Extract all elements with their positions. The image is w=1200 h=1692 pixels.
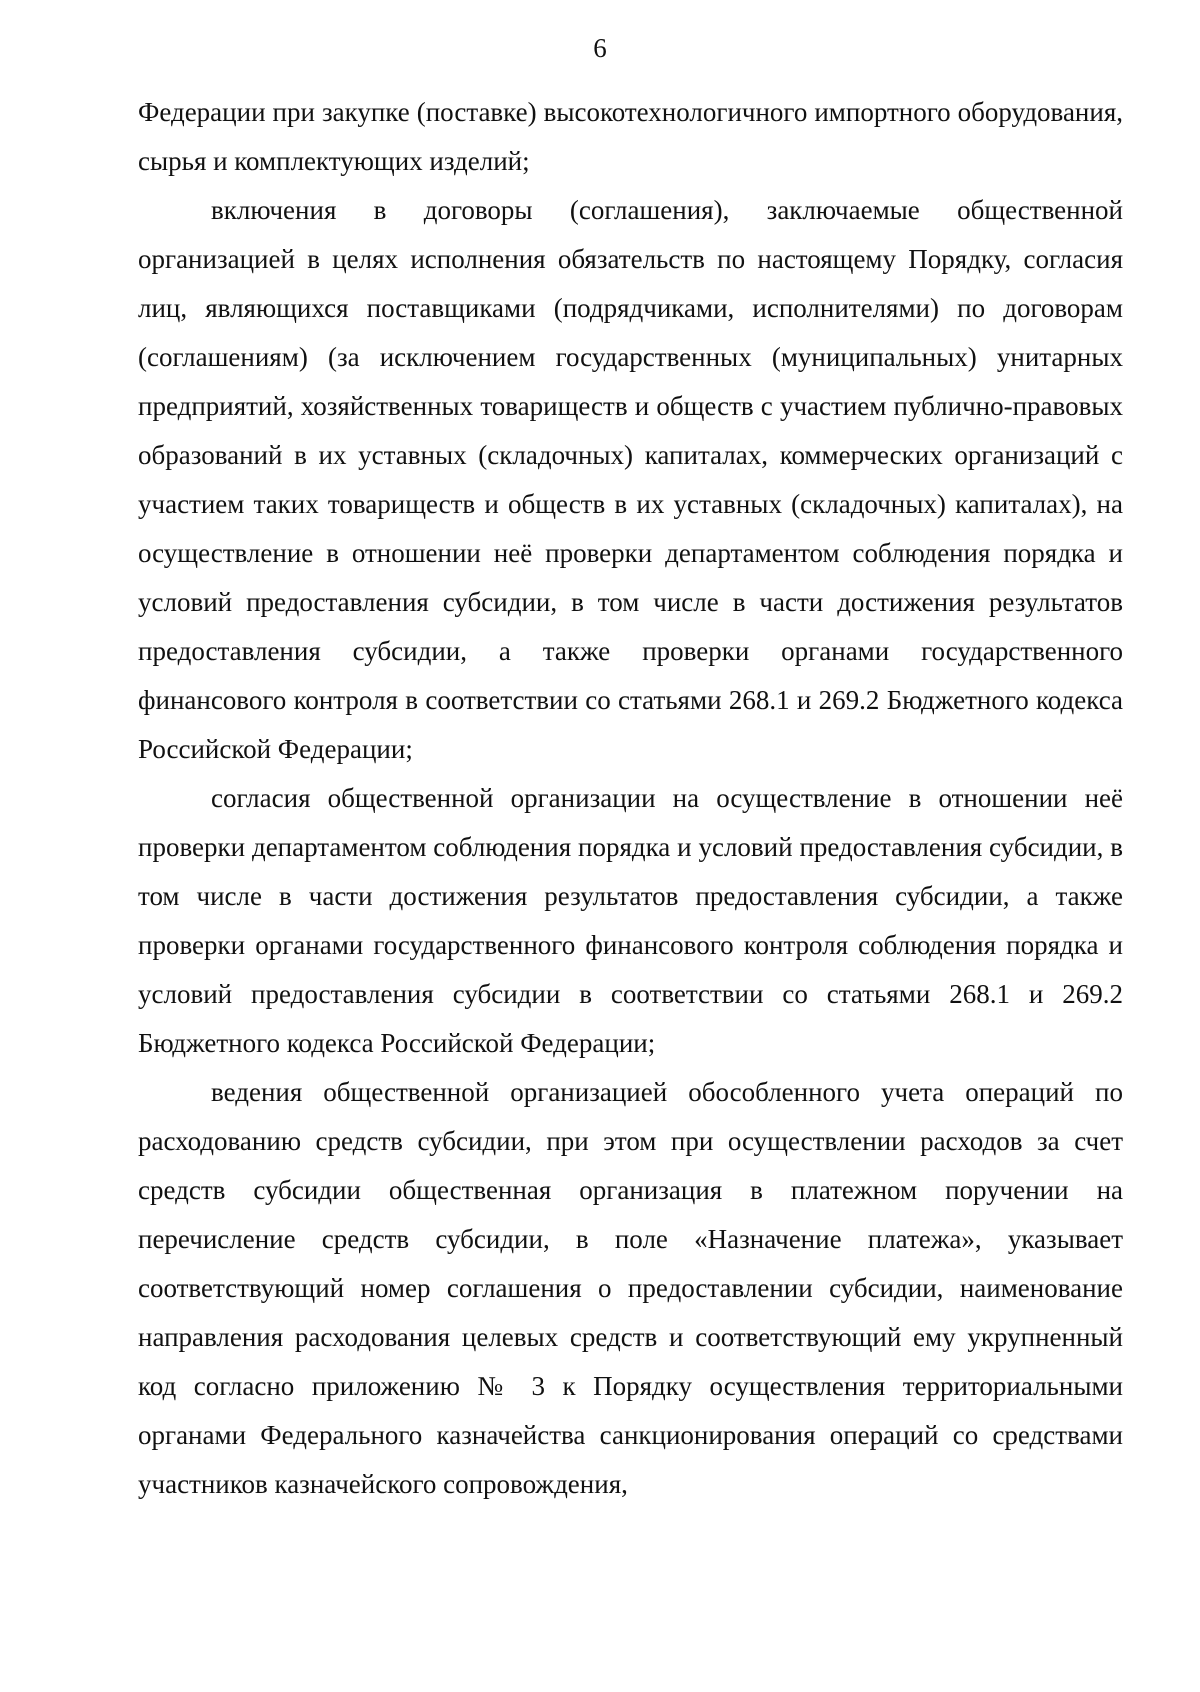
paragraph-separate-accounting: ведения общественной организацией обособленного учета операций по расходованию средств субсидии, при этом при осуществлении расходов за счет средств субсидии общественная организация в платежном поручении на перечисление средств субсидии, в поле «Назначение платежа», указывает соответствующий номер соглашения о предоставлении субсидии, наименование направления расходования целевых средств и соответствующий ему укрупненный код согласно приложению № 3 к Порядку осуществления территориальными органами Федерального казначейства санкционирования операций со средствами участников казначейского сопровождения,	[138, 1077, 1123, 1499]
page-number: 6	[593, 33, 607, 63]
document-body	[138, 88, 1123, 1509]
paragraph-organization-consent: согласия общественной организации на осуществление в отношении неё проверки департаментом соблюдения порядка и условий предоставления субсидии, в том числе в части достижения результатов предоставления субсидии, а также проверки органами государственного финансового контроля соблюдения порядка и условий предоставления субсидии в соответствии со статьями 268.1 и 269.2 Бюджетного кодекса Российской Федерации;	[138, 783, 1123, 1058]
paragraph-contracts-consent: включения в договоры (соглашения), заключаемые общественной организацией в целях исполнения обязательств по настоящему Порядку, согласия лиц, являющихся поставщиками (подрядчиками, исполнителями) по договорам (соглашениям) (за исключением государственных (муниципальных) унитарных предприятий, хозяйственных товариществ и обществ с участием публично-правовых образований в их уставных (складочных) капиталах, коммерческих организаций с участием таких товариществ и обществ в их уставных (складочных) капиталах), на осуществление в отношении неё проверки департаментом соблюдения порядка и условий предоставления субсидии, в том числе в части достижения результатов предоставления субсидии, а также проверки органами государственного финансового контроля в соответствии со статьями 268.1 и 269.2 Бюджетного кодекса Российской Федерации;	[138, 195, 1123, 764]
paragraph-continuation: Федерации при закупке (поставке) высокотехнологичного импортного оборудования, сырья и комплектующих изделий;	[138, 97, 1123, 176]
